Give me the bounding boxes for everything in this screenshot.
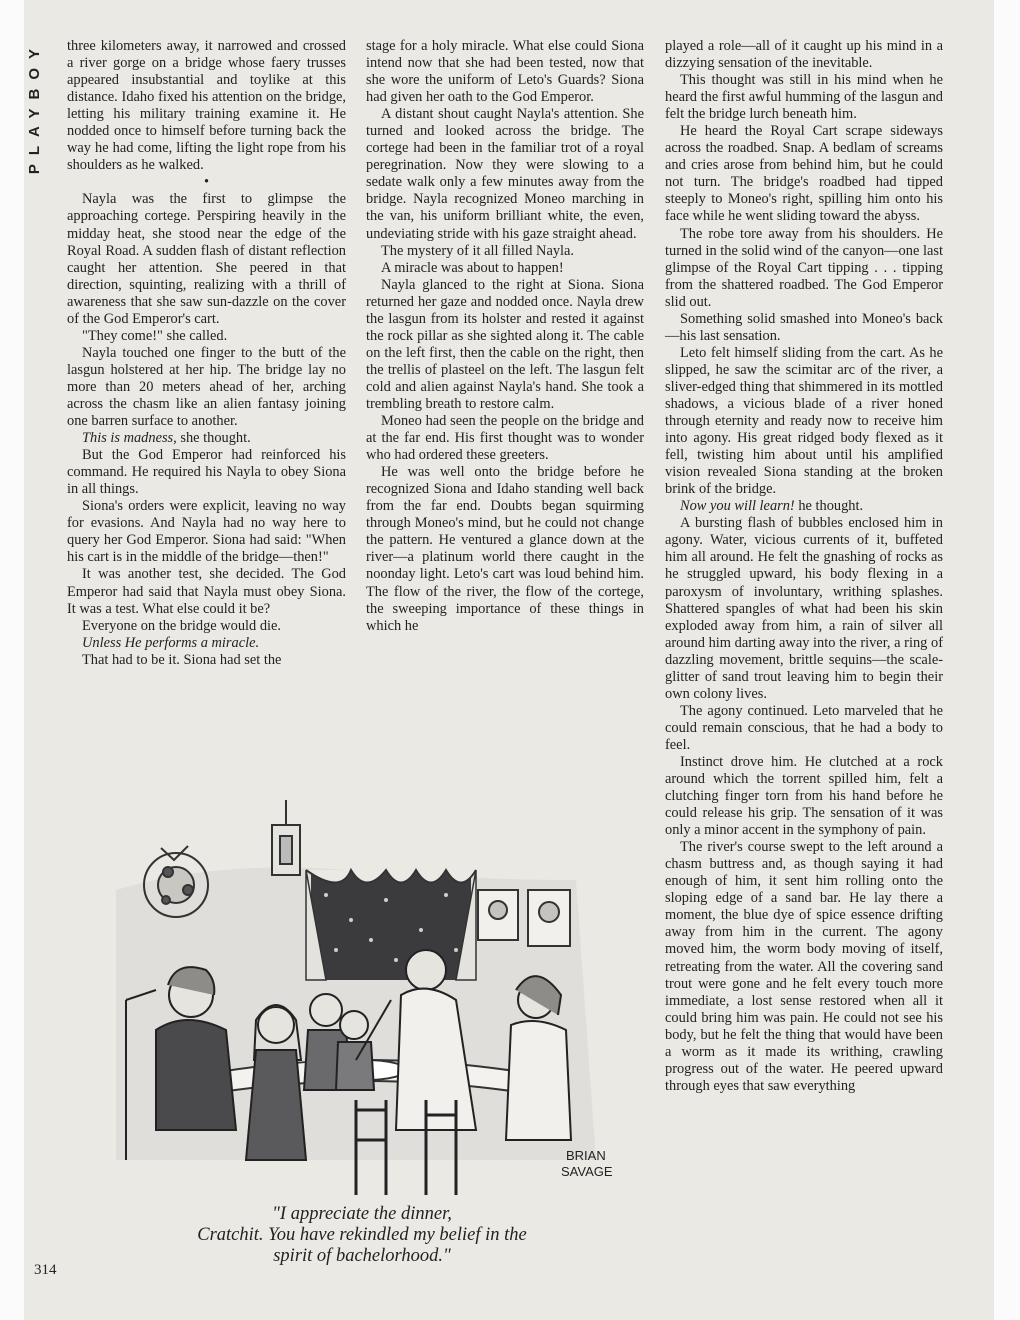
paragraph: Siona's orders were explicit, leaving no way for evasions. And Nayla had no way here to query her God Emperor. Siona had said: "When his cart is in the middle of the bridge—then!" — [67, 498, 346, 566]
window — [306, 870, 476, 980]
text-column-1 — [67, 38, 346, 669]
paragraph: Everyone on the bridge would die. — [82, 617, 282, 634]
paragraph-text: he thought. — [794, 498, 864, 515]
paragraph: A bursting flash of bubbles enclosed him in agony. Water, vicious currents of it, buffeted him all around. He felt the gnashing of rocks as he struggled upward, his body flexing in a paroxysm of involuntary, writhing splashes. Shattered spangles of what had been his skin exploded away from him, a rain of silver all around him darting away into the river, a ring of dazzling movement, brittle sequins—the scale-glitter of sand trout leaving him to begin their own colony lives. — [665, 515, 943, 702]
portrait-frame — [528, 890, 570, 946]
child-figure — [336, 1011, 374, 1090]
section-separator: • — [203, 174, 210, 191]
paragraph: Moneo had seen the people on the bridge and at the far end. His first thought was to wonder who had ordered these greeters. — [366, 413, 644, 464]
paragraph — [67, 635, 346, 652]
paragraph-text: she thought. — [176, 430, 251, 447]
cartoon-caption — [140, 1204, 584, 1267]
paragraph: Instinct drove him. He clutched at a rock around which the torrent spilled him, felt a clutching finger torn from his hand before he could release his grip. The sensation of it was only a minor accent in the symphony of pain. — [665, 753, 943, 839]
paragraph: "They come!" she called. — [82, 327, 228, 344]
svg-text:SAVAGE: SAVAGE — [561, 1164, 613, 1179]
paragraph: played a role—all of it caught up his mind in a dizzying sensation of the inevitable. — [665, 38, 943, 72]
cartoon-illustration — [96, 800, 616, 1200]
svg-text:BRIAN: BRIAN — [566, 1148, 606, 1163]
paragraph: He heard the Royal Cart scrape sideways across the roadbed. Snap. A bedlam of screams and cries arose from behind him, but he could not turn. The bridge's roadbed had tipped steeply to Moneo's right, spilling him onto his face while he went sliding toward the abyss. — [665, 123, 943, 225]
paragraph: The robe tore away from his shoulders. He turned in the solid wind of the canyon—one last glimpse of the Royal Cart tipping . . . tipping from the shattered roadbed. The God Emperor slid out. — [665, 225, 943, 310]
paragraph: Something solid smashed into Moneo's back—his last sensation. — [665, 310, 943, 344]
paragraph: But the God Emperor had reinforced his command. He required his Nayla to obey Siona in all things. — [67, 447, 346, 498]
paragraph: It was another test, she decided. The God Emperor had said that Nayla must obey Siona. It was a test. What else could it be? — [67, 566, 346, 617]
page-number: 314 — [34, 1262, 57, 1278]
paragraph — [665, 498, 943, 515]
paragraph: He was well onto the bridge before he recognized Siona and Idaho standing well back from the far end. Doubts began squirming through Moneo's mind, but he could not change the pattern. He ventured a glance down at the river—a platinum world there caught in the noonday light. Leto's cart was loud behind him. The flow of the river, the flow of the cortege, the sweeping importance of these things in which he — [366, 464, 644, 634]
paragraph: three kilometers away, it narrowed and crossed a river gorge on a bridge whose faery trusses appeared insubstantial and toylike at this distance. Idaho fixed his attention on the bridge, letting his military training examine it. He nodded once to himself before turning back the way he had come, lifting the light rope from his shoulders as he walked. — [67, 38, 346, 174]
page-edge-right — [994, 0, 1020, 1320]
paragraph: The mystery of it all filled Nayla. — [381, 242, 575, 259]
paragraph: A distant shout caught Nayla's attention. She turned and looked across the bridge. The cortege had been in the familiar trot of a royal peregrination. Now they were slowing to a sedate walk only a few minutes away from the bridge. Nayla recognized Moneo marching in the van, his uniform brilliant white, the even, undeviating stride with his gaze straight ahead. — [366, 106, 644, 242]
paragraph: That had to be it. Siona had set the — [82, 651, 282, 668]
text-column-3 — [665, 38, 943, 1095]
portrait-frame — [478, 890, 518, 940]
caption-line: spirit of bachelorhood." — [273, 1246, 451, 1266]
paragraph: Leto felt himself sliding from the cart. As he slipped, he saw the scimitar arc of the river, a sliver-edged thing that shimmered in its mottled shadows, a vicious blade of a river honed through eternity and ready now to receive him into agony. His great ridged body flexed as it fell, twisting him about until his amplified vision revealed Siona standing at the broken brink of the bridge. — [665, 344, 943, 498]
paragraph — [67, 430, 346, 447]
text-column-2 — [366, 38, 644, 635]
italic-thought: This is madness, — [82, 430, 177, 447]
magazine-running-head: PLAYBOY — [26, 40, 43, 175]
page-edge-left — [0, 0, 24, 1320]
paragraph: stage for a holy miracle. What else could Siona intend now that she had been tested, now that she wore the uniform of Leto's Guards? Siona had given her oath to the God Emperor. — [366, 38, 644, 106]
italic-thought: Now you will learn! — [680, 498, 795, 515]
artist-signature — [561, 1148, 613, 1179]
paragraph: Nayla was the first to glimpse the approaching cortege. Perspiring heavily in the midday heat, she stood near the edge of the Royal Road. A sudden flash of distant reflection caught her attention. She peered in that direction, squinting, realizing with a thrill of awareness that she saw sun-dazzle on the cover of the God Emperor's cart. — [67, 191, 346, 327]
paragraph: A miracle was about to happen! — [381, 259, 564, 276]
paragraph: This thought was still in his mind when he heard the first awful humming of the lasgun and felt the bridge lurch beneath him. — [665, 72, 943, 123]
paragraph: Nayla glanced to the right at Siona. Siona returned her gaze and nodded once. Nayla drew the lasgun from its holster and rested it against the rock pillar as she sighted along it. The cable on the left first, then the cable on the right, then the trellis of plasteel on the left. The lasgun felt cold and alien against Nayla's hand. She took a trembling breath to restore calm. — [366, 276, 644, 412]
paragraph: The agony continued. Leto marveled that he could remain conscious, that he had a body to feel. — [665, 702, 943, 753]
caption-line: Cratchit. You have rekindled my belief in the — [197, 1225, 527, 1245]
paragraph: The river's course swept to the left around a chasm buttress and, as though saying it had enough of him, it sent him rolling onto the sloping edge of a sand bar. He lay there a moment, the blue dye of spice essence drifting away from him in the current. The agony moved him, the worm body moving of itself, retreating from the water. All the covering sand trout were gone and he felt every touch more immediate, a lost sense restored when all it could bring him was pain. He could not see his body, but he felt the thing that would have been a worm as it made its writhing, crawling progress out of the water. He peered upward through eyes that saw everything — [665, 839, 943, 1094]
italic-thought: Unless He performs a miracle. — [82, 634, 260, 651]
caption-line: "I appreciate the dinner, — [272, 1204, 452, 1224]
child-figure — [246, 1005, 306, 1160]
paragraph: Nayla touched one finger to the butt of the lasgun holstered at her hip. The bridge lay no more than 20 meters ahead of her, arching across the chasm like an alien fantasy joining one barren surface to another. — [67, 344, 346, 430]
